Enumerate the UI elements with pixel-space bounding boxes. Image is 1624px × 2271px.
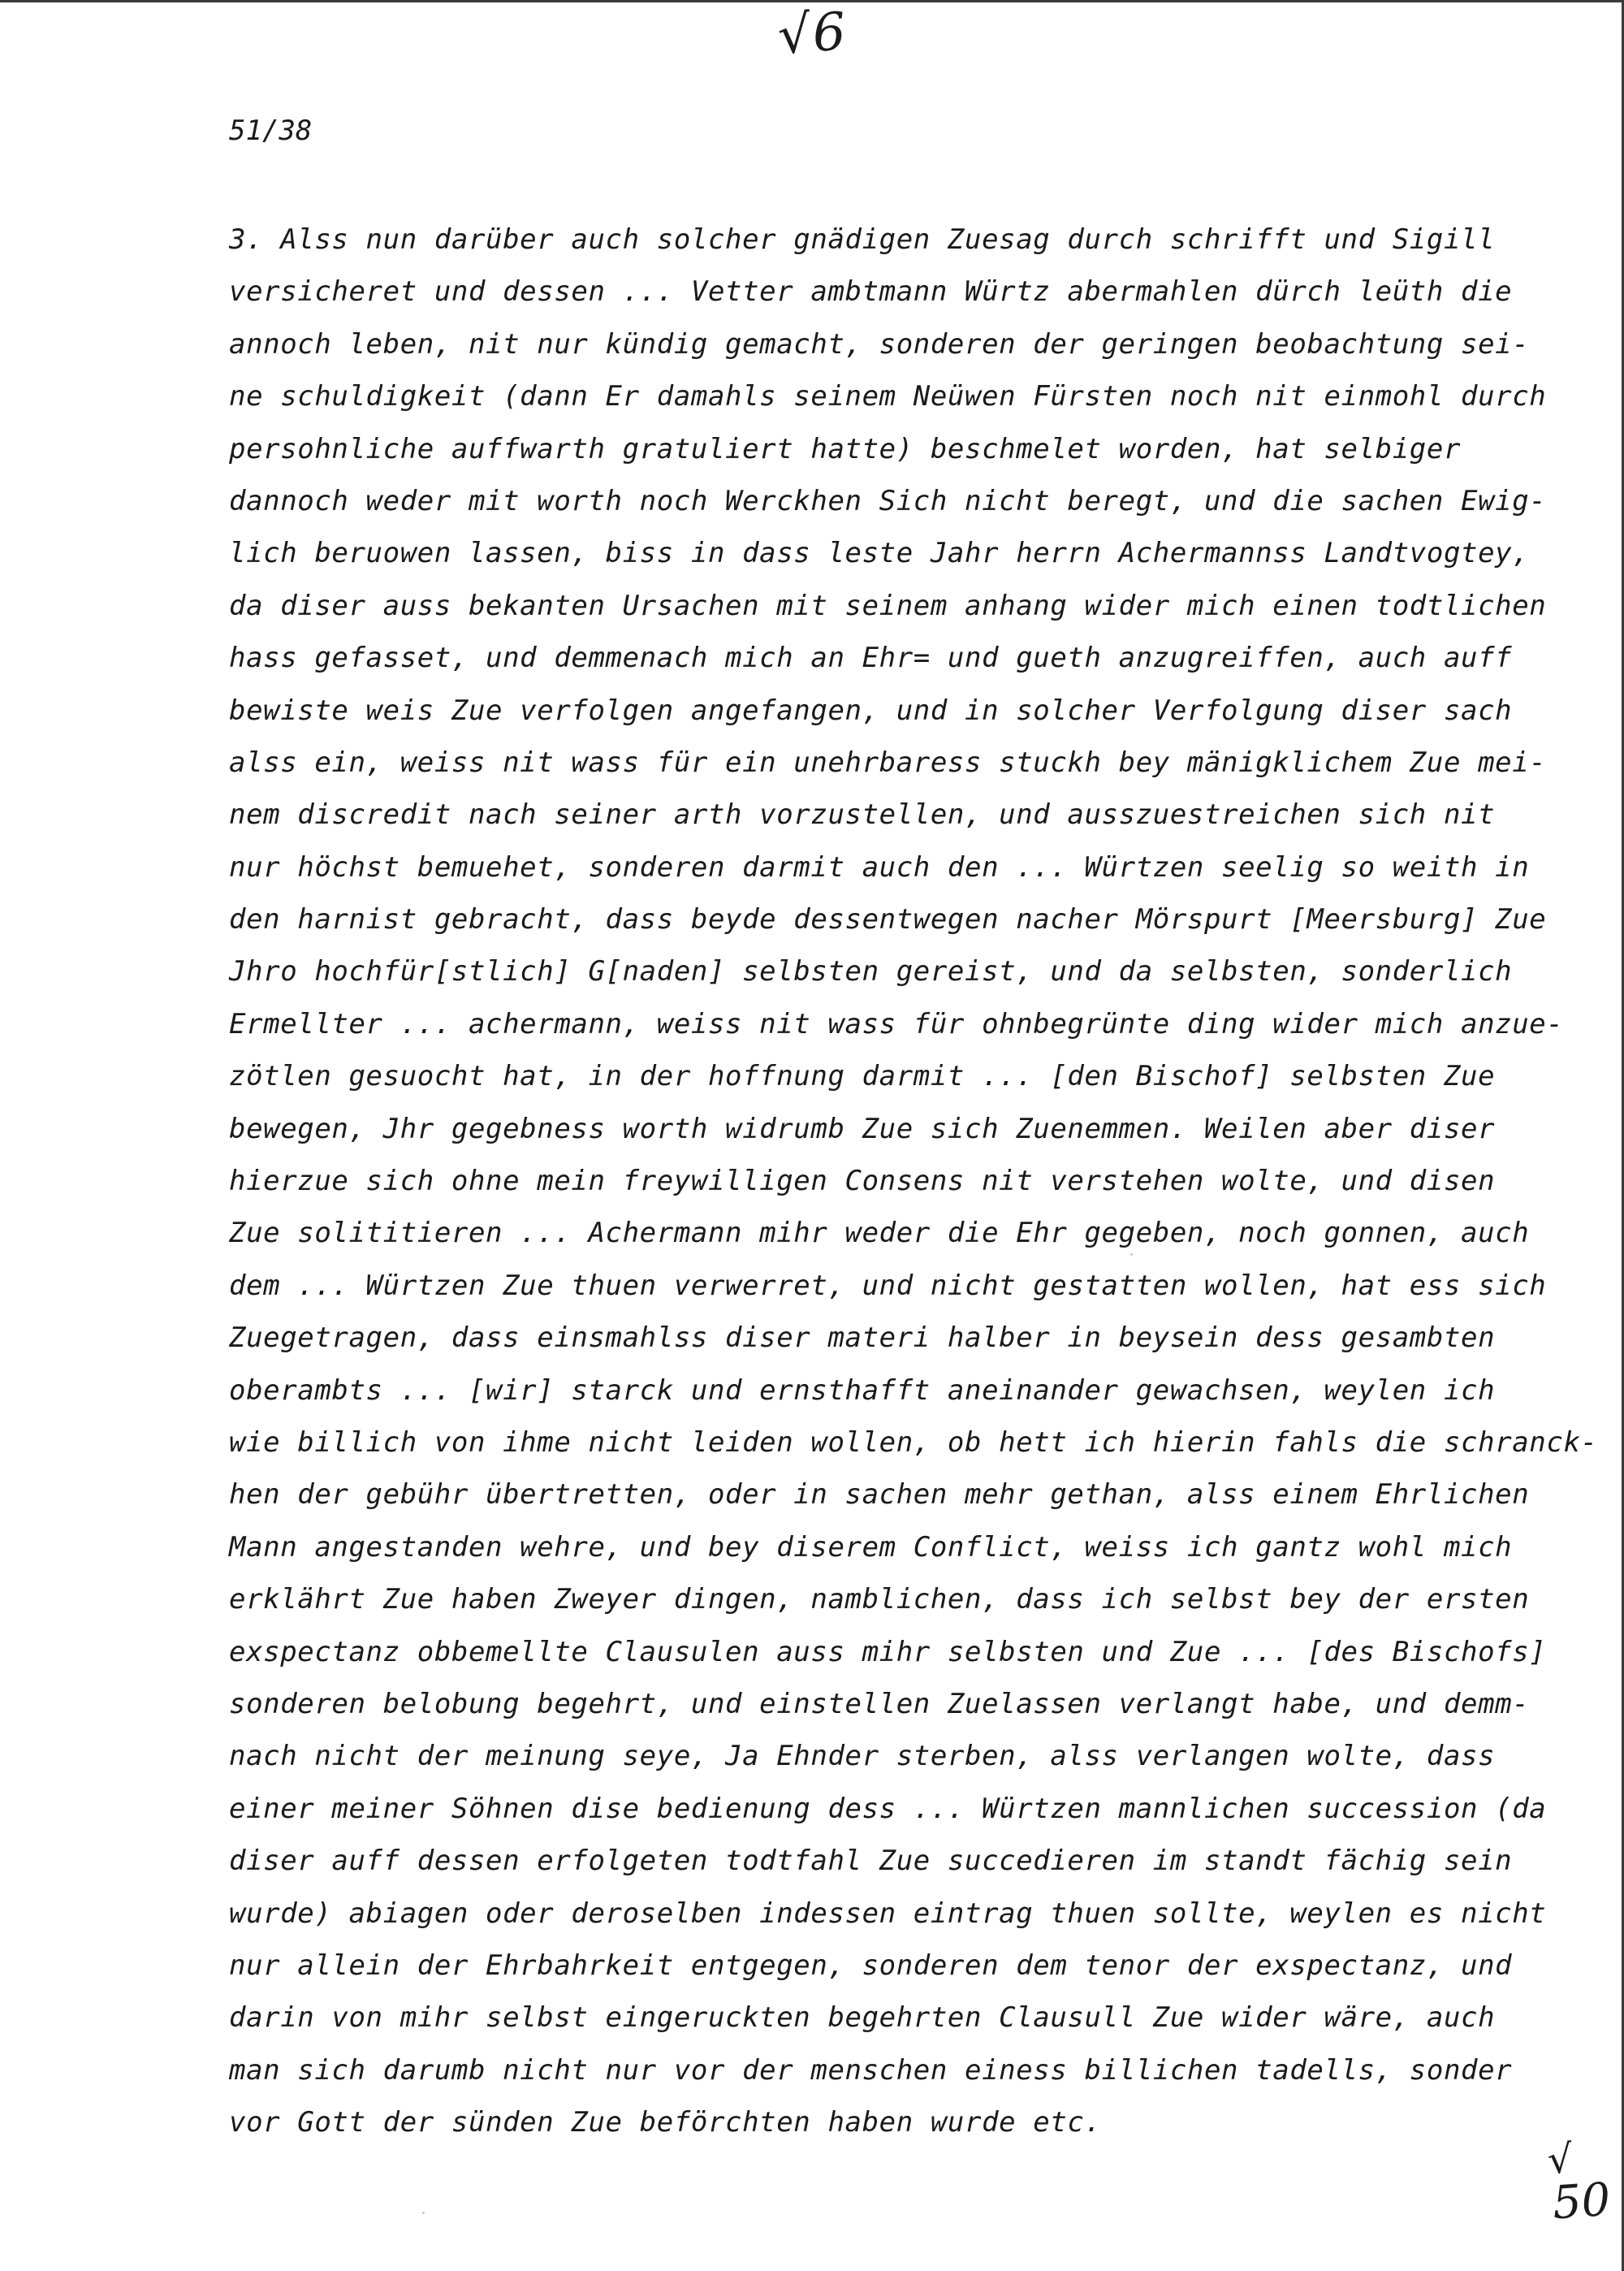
text-line: exspectanz obbemellte Clausulen auss mihr selbsten und Zue ... [des Bischofs] bbox=[229, 1635, 1547, 1668]
check-mark: √ bbox=[1546, 2136, 1574, 2183]
text-line: bewiste weis Zue verfolgen angefangen, und in solcher Verfolgung diser sach bbox=[229, 694, 1513, 727]
text-line: diser auff dessen erfolgeten todtfahl Zue succedieren im standt fächig sein bbox=[229, 1845, 1513, 1878]
text-line: nur höchst bemuehet, sonderen darmit auch den ... Würtzen seelig so weith in bbox=[229, 850, 1530, 884]
text-line: persohnliche auffwarth gratuliert hatte) beschmelet worden, hat selbiger bbox=[229, 432, 1462, 465]
paper-speck bbox=[1130, 1253, 1133, 1256]
text-line: zötlen gesuocht hat, in der hoffnung darmit ... [den Bischof] selbsten Zue bbox=[229, 1060, 1496, 1093]
text-line: vor Gott der sünden Zue beförchten haben wurde etc. bbox=[229, 2106, 1102, 2139]
text-line: wurde) abiagen oder deroselben indessen eintrag thuen sollte, weylen es nicht bbox=[229, 1897, 1547, 1930]
text-line: sonderen belobung begehrt, und einstellen Zuelassen verlangt habe, und demm- bbox=[229, 1687, 1530, 1720]
folio-mark: √6 bbox=[775, 2, 849, 67]
text-line: da diser auss bekanten Ursachen mit seinem anhang wider mich einen todtlichen bbox=[229, 589, 1547, 622]
text-line: Zue solititieren ... Achermann mihr weder die Ehr gegeben, noch gonnen, auch bbox=[229, 1217, 1530, 1250]
text-line: alss ein, weiss nit wass für ein unehrbaress stuckh bey mänigklichem Zue mei- bbox=[229, 746, 1547, 779]
text-line: nach nicht der meinung seye, Ja Ehnder sterben, alss verlangen wolte, dass bbox=[229, 1740, 1496, 1773]
text-line: den harnist gebracht, dass beyde dessentwegen nacher Mörspurt [Meersburg] Zue bbox=[229, 903, 1547, 937]
text-line: hass gefasset, und demmenach mich an Ehr= und gueth anzugreiffen, auch auff bbox=[229, 642, 1513, 675]
text-line: Mann angestanden wehre, und bey diserem Conflict, weiss ich gantz wohl mich bbox=[229, 1530, 1513, 1564]
text-line: erklährt Zue haben Zweyer dingen, namblichen, dass ich selbst bey der ersten bbox=[229, 1583, 1530, 1616]
text-line: oberambts ... [wir] starck und ernsthafft aneinander gewachsen, weylen ich bbox=[229, 1373, 1496, 1407]
text-line: ne schuldigkeit (dann Er damahls seinem Neüwen Fürsten noch nit einmohl durch bbox=[229, 380, 1547, 413]
text-line: Zuegetragen, dass einsmahlss diser materi halber in beysein dess gesambten bbox=[229, 1322, 1496, 1355]
text-line: annoch leben, nit nur kündig gemacht, sonderen der geringen beobachtung sei- bbox=[229, 327, 1530, 361]
text-line: nem discredit nach seiner arth vorzustellen, und ausszuestreichen sich nit bbox=[229, 798, 1496, 832]
text-line: versicheret und dessen ... Vetter ambtmann Würtz abermahlen dürch leüth die bbox=[229, 275, 1513, 309]
text-line: bewegen, Jhr gegebness worth widrumb Zue sich Zuenemmen. Weilen aber diser bbox=[229, 1112, 1496, 1145]
paper-speck bbox=[422, 2212, 425, 2214]
text-line: wie billich von ihme nicht leiden wollen, ob hett ich hierin fahls die schranck- bbox=[229, 1425, 1598, 1459]
page-number: 50 bbox=[1550, 2173, 1613, 2230]
text-line: dannoch weder mit worth noch Werckhen Sich nicht beregt, und die sachen Ewig- bbox=[229, 484, 1547, 517]
text-line: hierzue sich ohne mein freywilligen Consens nit verstehen wolte, und disen bbox=[229, 1165, 1496, 1198]
text-line: hen der gebühr übertretten, oder in sachen mehr gethan, alss einem Ehrlichen bbox=[229, 1478, 1530, 1512]
body-text bbox=[229, 214, 1609, 2148]
reference-number: 51/38 bbox=[229, 115, 313, 147]
text-line: Jhro hochfür[stlich] G[naden] selbsten gereist, und da selbsten, sonderlich bbox=[229, 955, 1513, 988]
text-line: darin von mihr selbst eingeruckten begehrten Clausull Zue wider wäre, auch bbox=[229, 2001, 1496, 2035]
text-line: 3. Alss nun darüber auch solcher gnädigen Zuesag durch schrifft und Sigill bbox=[229, 223, 1496, 256]
text-line: lich beruowen lassen, biss in dass leste Jahr herrn Achermannss Landtvogtey, bbox=[229, 537, 1530, 570]
text-line: Ermellter ... achermann, weiss nit wass für ohnbegrünte ding wider mich anzue- bbox=[229, 1007, 1564, 1040]
text-line: dem ... Würtzen Zue thuen verwerret, und nicht gestatten wollen, hat ess sich bbox=[229, 1269, 1547, 1302]
text-line: man sich darumb nicht nur vor der menschen einess billichen tadells, sonder bbox=[229, 2053, 1513, 2087]
text-line: nur allein der Ehrbahrkeit entgegen, sonderen dem tenor der exspectanz, und bbox=[229, 1949, 1513, 1982]
text-line: einer meiner Söhnen dise bedienung dess ... Würtzen mannlichen succession (da bbox=[229, 1792, 1547, 1825]
